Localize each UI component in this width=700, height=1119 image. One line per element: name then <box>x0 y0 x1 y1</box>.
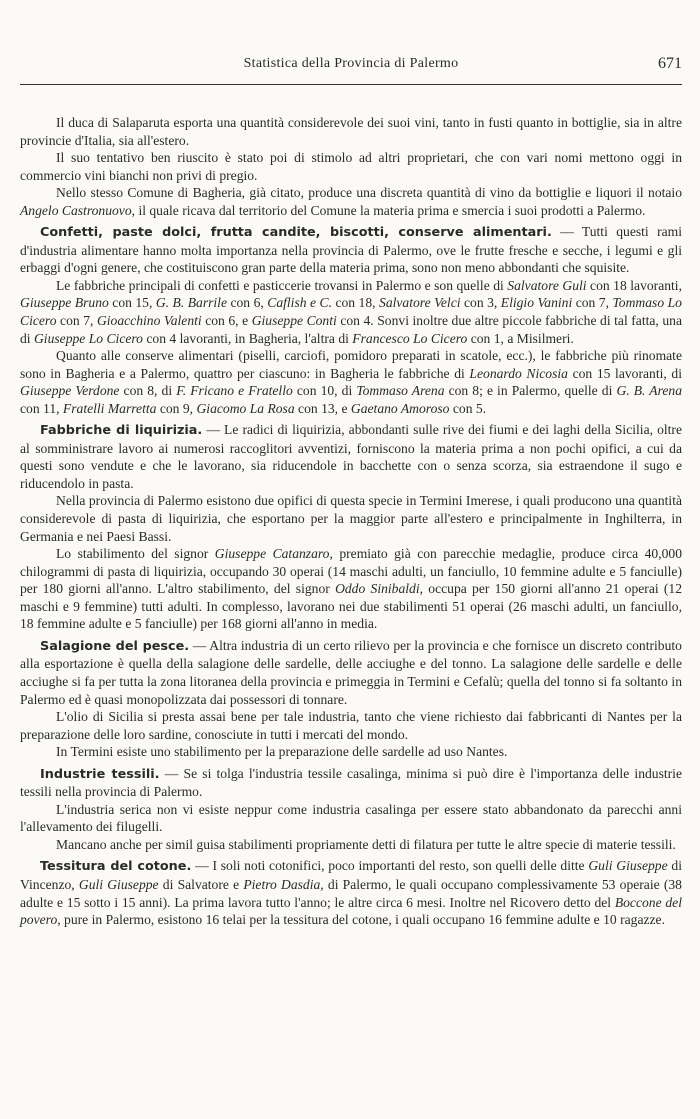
italic-name: Gioacchino Valenti <box>96 313 202 329</box>
paragraph <box>20 801 682 836</box>
text-run: con 8, di <box>119 383 177 399</box>
text-run: con 13, e <box>294 400 351 416</box>
section-paragraph <box>20 421 682 492</box>
text-run: L'industria serica non vi esiste neppur come industria casalinga per essere stato abbandonato da parecchi anni l'allevamento dei filugelli. <box>20 801 682 835</box>
section-paragraph <box>20 857 682 928</box>
text-run: con 5. <box>449 400 487 416</box>
section-paragraph <box>20 223 682 277</box>
text-run: — I soli noti cotonifici, poco importanti del resto, son quelli delle ditte <box>191 858 589 874</box>
header-title: Statistica della Provincia di Palermo <box>243 56 459 71</box>
italic-name: G. B. Barrile <box>155 295 227 311</box>
text-run: con 8; e in Palermo, quelle di <box>444 383 617 399</box>
section-heading: Salagione del pesce. <box>40 638 190 654</box>
italic-name: Giuseppe Bruno <box>20 295 109 311</box>
paragraph <box>20 184 682 219</box>
paragraph <box>20 836 682 854</box>
header-rule <box>20 84 682 85</box>
body-text <box>20 114 682 929</box>
paragraph <box>20 149 682 184</box>
italic-name: Oddo Sinibaldi <box>335 581 420 597</box>
italic-name: Salvatore Guli <box>507 277 587 293</box>
paragraph <box>20 114 682 149</box>
paragraph <box>20 492 682 545</box>
italic-name: Francesco Lo Cicero <box>352 330 468 346</box>
section-paragraph <box>20 765 682 801</box>
text-run: con 9, <box>156 400 197 416</box>
text-run: — Altra industria di un certo rilievo per la provincia e che fornisce un discreto contributo alla esportazione è quella della salagione delle sardelle, delle acciughe e del tonno. La salagione delle sardelle e delle acciughe si fa per tutta la zona litoranea della provincia e primeggia in Termini e Cefalù; quella del tonno si fa soltanto in Palermo ed è quasi monopolizzata dai possessori di tonnare. <box>20 637 682 707</box>
paragraph <box>20 347 682 417</box>
section-paragraph <box>20 637 682 708</box>
text-run: Mancano anche per simil guisa stabilimenti propriamente detti di filatura per tutte le altre specie di materie tessili. <box>56 836 676 852</box>
text-run: di Vincenzo, <box>20 858 682 892</box>
paragraph <box>20 708 682 743</box>
section-heading: Industrie tessili. <box>40 766 160 782</box>
paragraph <box>20 545 682 633</box>
italic-name: Salvatore Velci <box>379 295 461 311</box>
section-heading: Confetti, paste dolci, frutta candite, biscotti, conserve alimentari. <box>40 225 552 241</box>
text-run: con 1, a Misilmeri. <box>467 330 574 346</box>
text-run: Le fabbriche principali di confetti e pasticcerie trovansi in Palermo e son quelle di <box>56 277 508 293</box>
page-number: 671 <box>658 55 682 72</box>
italic-name: Giacomo La Rosa <box>196 400 295 416</box>
text-run: L'olio di Sicilia si presta assai bene per tale industria, tanto che viene richiesto dai fabbricanti di Nantes per la preparazione delle loro sardine, conosciute in tutti i mercati del mondo. <box>20 709 682 742</box>
text-run: con 11, <box>20 400 63 416</box>
italic-name: Leonardo Nicosia <box>469 365 568 381</box>
italic-name: Giuseppe Conti <box>251 313 337 329</box>
text-run: , premiato già con parecchie medaglie, produce circa 40,000 chilogrammi di pasta di liquirizia, occupando 30 operai (14 maschi adulti, un fanciullo, 10 femmine adulte e 5 fanciulle) per 180 giorni all'anno. L'altro stabilimento, del signor <box>20 546 682 597</box>
text-run: con 3, <box>460 295 501 311</box>
text-run: con 10, di <box>292 383 357 399</box>
italic-name: Angelo Castronuovo <box>20 202 132 218</box>
text-run: — Tutti questi rami d'industria alimentare hanno molta importanza nella provincia di Palermo, ove le frutte fresche e secche, i legumi e gli erbaggi d'ogni genere, che costituiscono gran parte della materia prima, sono non meno abbondanti che squisite. <box>20 224 682 276</box>
italic-name: Guli Giuseppe <box>588 858 668 874</box>
running-header <box>20 56 682 80</box>
text-run: con 4 lavoranti, in Bagheria, l'altra di <box>142 330 353 346</box>
italic-name: Guli Giuseppe <box>78 876 159 892</box>
text-run: — Se si tolga l'industria tessile casalinga, minima si può dire è l'importanza delle industrie tessili nella provincia di Palermo. <box>20 765 682 800</box>
text-run: , pure in Palermo, esistono 16 telai per la tessitura del cotone, i quali occupano 16 femmine adulte e 10 ragazze. <box>57 912 665 928</box>
italic-name: Fratelli Marretta <box>62 400 157 416</box>
italic-name: Gaetano Amoroso <box>350 400 450 416</box>
section-heading: Fabbriche di liquirizia. <box>40 423 203 439</box>
text-run: Nella provincia di Palermo esistono due opifici di questa specie in Termini Imerese, i quali producono una quantità considerevole di pasta di liquirizia, che esportano per la maggior parte all'estero e principalmente in Inghilterra, in Germania e nei Paesi Bassi. <box>20 493 682 544</box>
text-run: con 18 lavoranti, <box>586 277 682 293</box>
text-run: Quanto alle conserve alimentari (piselli, carciofi, pomidoro preparati in scatole, ecc.), le fabbriche più rinomate sono in Bagheria e a Palermo, quattro per ciascuno: in Bagheria le fabbriche di <box>20 348 682 381</box>
text-run: , occupa per 150 giorni all'anno 21 operai (12 maschi e 9 femmine) tutti adulti. In complesso, lavorano nei due stabilimenti 51 operai (26 maschi adulti, un fanciullo, 18 femmine adulte e 5 fanciulle) per 168 giorni all'anno in media. <box>20 581 683 632</box>
text-run: , il quale ricava dal territorio del Comune la materia prima e smercia i suoi prodotti a Palermo. <box>131 202 646 218</box>
text-run: , di Palermo, le quali occupano complessivamente 53 operaie (38 adulte e 15 sotto i 15 anni). La prima lavora tutto l'anno; le altre circa 6 mesi. Inoltre nel Ricovero detto del <box>20 876 682 910</box>
paragraph <box>20 743 682 761</box>
italic-name: Giuseppe Verdone <box>20 383 120 399</box>
text-run: con 18, <box>331 295 380 311</box>
italic-name: Caflish e C. <box>267 295 332 311</box>
text-run: In Termini esiste uno stabilimento per la preparazione delle sardelle ad uso Nantes. <box>56 744 508 760</box>
text-run: con 4. Sonvi inoltre due altre piccole fabbriche di tal fatta, una di <box>20 313 682 346</box>
text-run: con 7, <box>56 313 97 329</box>
italic-name: Eligio Vanini <box>500 295 573 311</box>
italic-name: Pietro Dasdia <box>243 876 321 892</box>
section-heading: Tessitura del cotone. <box>40 859 192 875</box>
text-run: Il suo tentativo ben riuscito è stato poi di stimolo ad altri proprietari, che con vari nomi mettono oggi in commercio vini bianchi non privi di pregio. <box>20 150 682 183</box>
italic-name: Giuseppe Catanzaro <box>214 546 330 562</box>
italic-name: Tommaso Arena <box>356 383 445 399</box>
text-run: Nello stesso Comune di Bagheria, già citato, produce una discreta quantità di vino da bottiglie e liquori il notaio <box>56 185 682 201</box>
text-run: con 7, <box>572 295 613 311</box>
paragraph <box>20 277 682 347</box>
italic-name: G. B. Arena <box>616 383 683 399</box>
italic-name: Tommaso Lo Cicero <box>20 295 682 329</box>
text-run: Il duca di Salaparuta esporta una quantità considerevole dei suoi vini, tanto in fusti quanto in bottiglie, sia in altre provincie d'Italia, sia all'estero. <box>20 115 682 148</box>
italic-name: Boccone del povero <box>20 894 682 928</box>
italic-name: F. Fricano e Fratello <box>176 383 293 399</box>
text-run: con 15 lavoranti, di <box>567 365 682 381</box>
italic-name: Giuseppe Lo Cicero <box>33 330 143 346</box>
text-run: con 6, e <box>201 313 252 329</box>
text-run: di Salvatore e <box>158 876 244 892</box>
text-run: con 6, <box>227 295 268 311</box>
text-run: con 15, <box>108 295 156 311</box>
text-run: Lo stabilimento del signor <box>56 546 215 562</box>
text-run: — Le radici di liquirizia, abbondanti sulle rive dei fiumi e dei laghi della Sicilia, oltre al somministrare lavoro ai numerosi raccoglitori avventizi, forniscono la materia prima a non pochi opifici, a cui da questi sono vendute e che le lavorano, sia riducendole in bacchette con o senza scorza, sia estraendone il sugo e riducendolo in pasta. <box>20 422 682 491</box>
